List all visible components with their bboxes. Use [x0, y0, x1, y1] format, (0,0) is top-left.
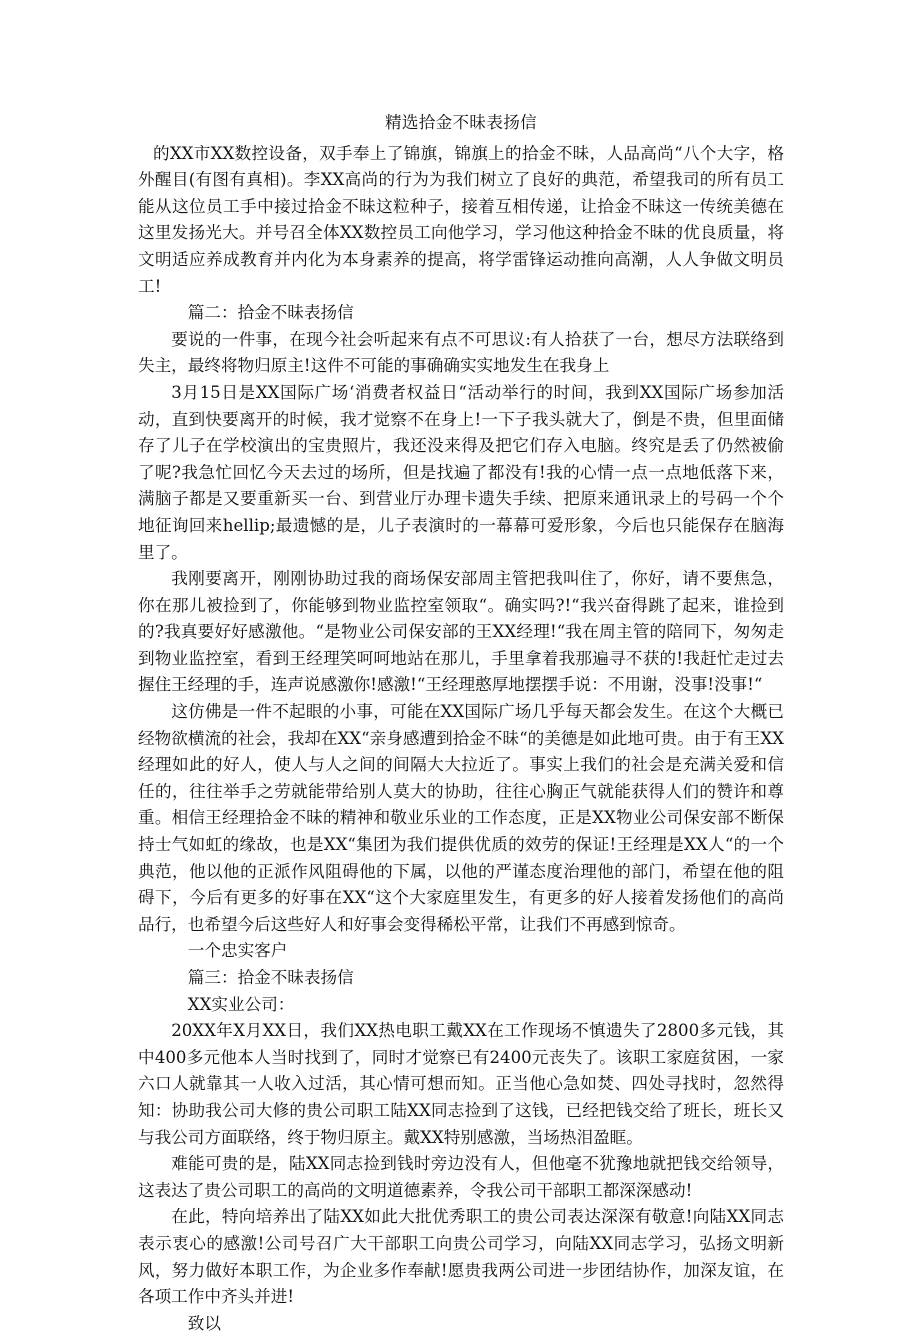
document-page [138, 110, 784, 1337]
paragraph: 20XX年X月XX日，我们XX热电职工戴XX在工作现场不慎遗失了2800多元钱，其中400多元他本人当时找到了，同时才觉察已有2400元丧失了。该职工家庭贫困，一家六口人就靠其一人收入过活，其心情可想而知。正当他心急如焚、四处寻找时，忽然得知：协助我公司大修的贵公司职工陆XX同志捡到了这钱，已经把钱交给了班长，班长又与我公司方面联络，终于物归原主。戴XX特别感激，当场热泪盈眶。 [138, 1021, 784, 1147]
document-title: 精选拾金不昧表扬信 [384, 113, 538, 132]
paragraph: 这仿佛是一件不起眼的小事，可能在XX国际广场几乎每天都会发生。在这个大概已经物欲横流的社会，我却在XX“亲身感遭到拾金不昧“的美德是如此地可贵。由于有王XX经理如此的好人，使人与人之间的间隔大大拉近了。事实上我们的社会是充满关爱和信任的，往往举手之劳就能带给别人莫大的协助，往往心胸正气就能获得人们的赞许和尊重。相信王经理拾金不昧的精神和敬业乐业的工作态度，正是XX物业公司保安部不断保持士气如虹的缘故，也是XX“集团为我们提供优质的效劳的保证!王经理是XX人“的一个典范，他以他的正派作风阻碍他的下属，以他的严谨态度治理他的部门，希望在他的阻碍下，今后有更多的好事在XX“这个大家庭里发生，有更多的好人接着发扬他们的高尚品行，也希望今后这些好人和好事会变得稀松平常，让我们不再感到惊奇。 [138, 702, 784, 934]
paragraph: 在此，特向培养出了陆XX如此大批优秀职工的贵公司表达深深有敬意!向陆XX同志表示衷心的感激!公司号召广大干部职工向贵公司学习，向陆XX同志学习，弘扬文明新风，努力做好本职工作，为企业多作奉献!愿贵我两公司进一步团结协作，加深友谊，在各项工作中齐头并进! [138, 1207, 784, 1307]
paragraph: 3月15日是XX国际广场‘消费者权益日“活动举行的时间，我到XX国际广场参加活动，直到快要离开的时候，我才觉察不在身上!一下子我头就大了，倒是不贵，但里面储存了儿子在学校演出的宝贵照片，我还没来得及把它们存入电脑。终究是丢了仍然被偷了呢?我急忙回忆今天去过的场所，但是找遍了都没有!我的心情一点一点地低落下来，满脑子都是又要重新买一台、到营业厅办理卡遗失手续、把原来通讯录上的号码一个个地征询回来hellip;最遗憾的是，儿子表演时的一幕幕可爱形象，今后也只能保存在脑海里了。 [138, 382, 784, 562]
paragraph: 难能可贵的是，陆XX同志捡到钱时旁边没有人，但他毫不犹豫地就把钱交给领导，这表达了贵公司职工的高尚的文明道德素养，令我公司干部职工都深深感动! [138, 1154, 784, 1200]
signature-line: 一个忠实客户 [187, 941, 288, 961]
section-heading-2: 篇二：拾金不昧表扬信 [187, 303, 354, 323]
letter-salutation: XX实业公司： [187, 994, 295, 1014]
paragraph: 要说的一件事，在现今社会听起来有点不可思议:有人拾获了一台，想尽方法联络到失主，最终将物归原主!这件不可能的事确确实实地发生在我身上 [138, 329, 784, 376]
paragraph-intro: 的XX市XX数控设备，双手奉上了锦旗，锦旗上的拾金不昧，人品高尚“八个大字，格外醒目(有图有真相)。李XX高尚的行为为我们树立了良好的典范，希望我司的所有员工能从这位员工手中接过拾金不昧这粒种子，接着互相传递，让拾金不昧这一传统美德在这里发扬光大。并号召全体XX数控员工向他学习，学习他这种拾金不昧的优良质量，将文明适应养成教育并内化为本身素养的提高，将学雷锋运动推向高潮，人人争做文明员工! [138, 143, 784, 296]
section-heading-3: 篇三：拾金不昧表扬信 [187, 968, 354, 987]
paragraph: 我刚要离开，刚刚协助过我的商场保安部周主管把我叫住了，你好，请不要焦急，你在那儿被捡到了，你能够到物业监控室领取“。确实吗?!“我兴奋得跳了起来，谁捡到的?我真要好好感激他。“是物业公司保安部的王XX经理!“我在周主管的陪同下，匆匆走到物业监控室，看到王经理笑呵呵地站在那儿，手里拿着我那遍寻不获的!我赶忙走过去握住王经理的手，连声说感激你!感激!“王经理憨厚地摆摆手说：不用谢，没事!没事!“ [138, 569, 784, 695]
closing-line: 致以 [187, 1313, 221, 1333]
